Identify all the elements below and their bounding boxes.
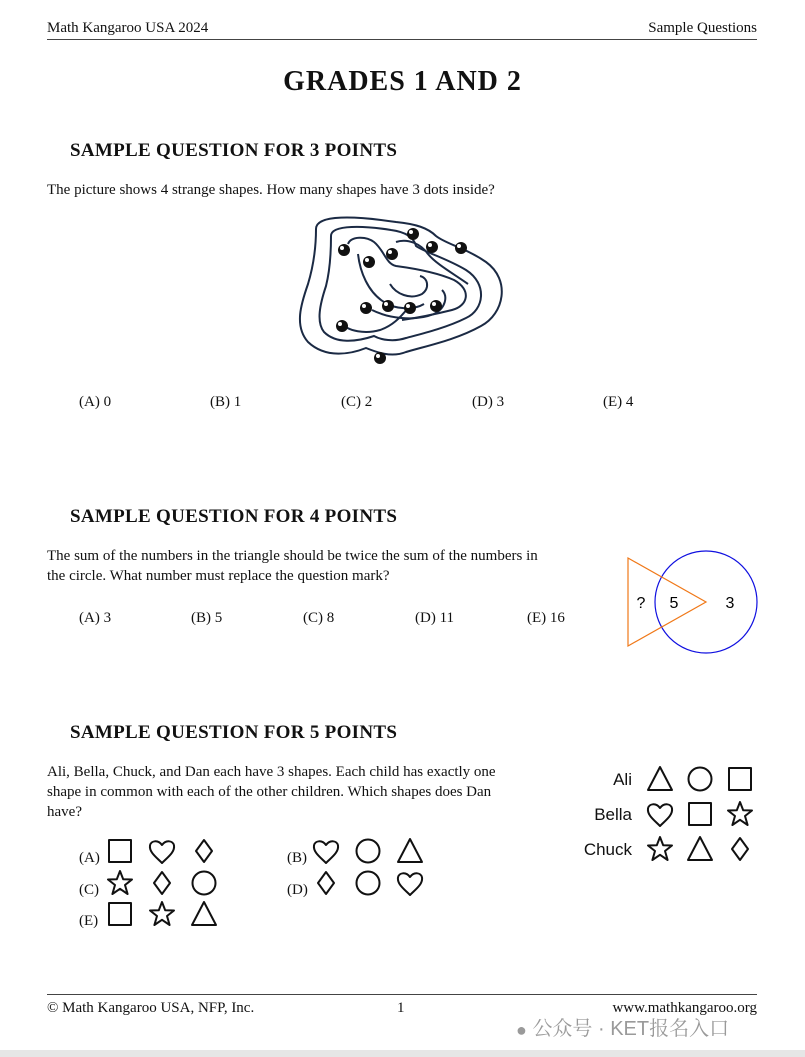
q5-heading: SAMPLE QUESTION FOR 5 POINTS (70, 722, 398, 743)
child-name-chuck: Chuck (583, 840, 632, 859)
q4-option-d: (D) 11 (415, 610, 455, 626)
star-icon (147, 899, 177, 929)
child-name-ali: Ali (613, 770, 632, 789)
page-title: GRADES 1 AND 2 (283, 66, 522, 97)
q4-option-a: (A) 3 (79, 610, 112, 626)
header-left: Math Kangaroo USA 2024 (47, 20, 209, 36)
q4-text-line2: the circle. What number must replace the question mark? (47, 568, 390, 584)
square-icon (105, 899, 135, 929)
q5-option-d-label: (D) (287, 882, 308, 898)
q5-option-e-label: (E) (79, 913, 99, 929)
child-name-bella: Bella (594, 805, 632, 824)
bottom-bar (0, 1050, 805, 1057)
q4-circle-label: 3 (725, 595, 735, 612)
star-icon (725, 799, 755, 829)
q4-option-e: (E) 16 (527, 610, 565, 626)
q5-option-b-label: (B) (287, 850, 307, 866)
q3-option-a: (A) 0 (79, 394, 112, 410)
circle-icon (189, 868, 219, 898)
diamond-icon (147, 868, 177, 898)
q3-heading: SAMPLE QUESTION FOR 3 POINTS (70, 140, 398, 161)
diamond-icon (311, 868, 341, 898)
footer-copyright: © Math Kangaroo USA, NFP, Inc. (47, 1000, 255, 1016)
heart-icon (311, 836, 341, 866)
q4-triangle-label: ? (636, 595, 646, 612)
q3-option-d: (D) 3 (472, 394, 505, 410)
circle-icon (685, 764, 715, 794)
triangle-icon (685, 834, 715, 864)
q5-text-line1: Ali, Bella, Chuck, and Dan each have 3 shapes. Each child has exactly one (47, 764, 496, 780)
diamond-icon (725, 834, 755, 864)
diamond-icon (189, 836, 219, 866)
circle-icon (353, 836, 383, 866)
triangle-icon (189, 899, 219, 929)
q5-text-line3: have? (47, 804, 82, 820)
q4-option-b: (B) 5 (191, 610, 223, 626)
heart-icon (395, 868, 425, 898)
footer-url: www.mathkangaroo.org (612, 1000, 757, 1016)
wechat-icon: ● (516, 1020, 527, 1040)
heart-icon (147, 836, 177, 866)
square-icon (685, 799, 715, 829)
q4-text-line1: The sum of the numbers in the triangle should be twice the sum of the numbers in (47, 548, 538, 564)
q3-option-c: (C) 2 (341, 394, 373, 410)
footer-rule (47, 994, 757, 995)
star-icon (645, 834, 675, 864)
page-number: 1 (397, 1000, 405, 1016)
q3-shapes-figure (296, 214, 508, 370)
triangle-icon (395, 836, 425, 866)
q3-option-b: (B) 1 (210, 394, 242, 410)
q3-option-e: (E) 4 (603, 394, 634, 410)
q4-triangle-circle-figure (620, 548, 760, 658)
q5-text-line2: shape in common with each of the other children. Which shapes does Dan (47, 784, 492, 800)
q5-option-a-label: (A) (79, 850, 100, 866)
q5-option-c-label: (C) (79, 882, 99, 898)
q4-option-c: (C) 8 (303, 610, 335, 626)
header-right: Sample Questions (648, 20, 757, 36)
q4-overlap-label: 5 (669, 595, 679, 612)
circle-icon (353, 868, 383, 898)
square-icon (725, 764, 755, 794)
header-rule (47, 39, 757, 40)
square-icon (105, 836, 135, 866)
star-icon (105, 868, 135, 898)
watermark: ● 公众号 · KET报名入口 (516, 1018, 730, 1040)
triangle-icon (645, 764, 675, 794)
heart-icon (645, 799, 675, 829)
q4-heading: SAMPLE QUESTION FOR 4 POINTS (70, 506, 398, 527)
q3-text: The picture shows 4 strange shapes. How many shapes have 3 dots inside? (47, 182, 495, 198)
